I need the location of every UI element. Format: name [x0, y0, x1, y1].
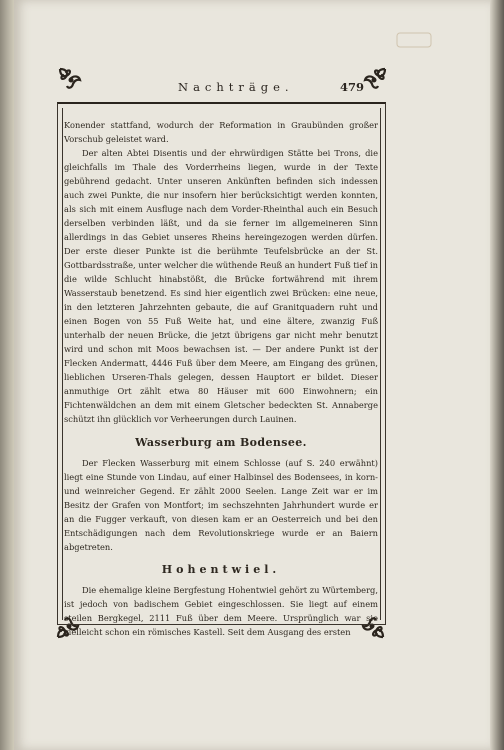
paragraph: Die ehemalige kleine Bergfestung Hohentwiel gehört zu Würtemberg, ist jedoch von badischem Gebiet eingeschlossen. Sie liegt auf einem steilen Bergkegel, 2111 Fuß über dem Meere. Ursprünglich war sie vielleicht schon ein römisches Kastell. Seit dem Ausgang des ersten: [64, 585, 378, 637]
paragraph: Der alten Abtei Disentis und der ehrwürdigen Stätte bei Trons, die gleichfalls im Thale des Vorderrheins liegen, wurde in der Texte gebührend gedacht. Unter unseren Ankünften befinden sich indessen auch zwei Punkte, die nur insofern hier berücksichtigt werden konnten, als sich mit einem Ausfluge nach dem Vorder-Rheinthal auch ein Besuch derselben verbinden läßt, und da sie ferner im allgemeineren Sinn allerdings in das Gebiet unseres Rheins hereingezogen werden dürfen. Der erste dieser Punkte ist die berühmte Teufelsbrücke an der St. Gottbardsstraße, unter welcher die wüthende Reuß an hundert Fuß tief in die wilde Schlucht hinabstößt, die Brücke fortwährend mit ihrem Wasserstaub benetzend. Es sind hier eigentlich zwei Brücken: eine neue, in den letzteren Jahrzehnten gebaute, die auf Granitquadern ruht und einen Bogen von 55 Fuß Weite hat, und eine ältere, zwanzig Fuß unterhalb der neuen Brücke, die jetzt übrigens gar nicht mehr benutzt wird und schon mit Moos bewachsen ist. — Der andere Punkt ist der Flecken Andermatt, 4446 Fuß über dem Meere, am Eingang des grünen, lieblichen Urseren-Thals gelegen, dessen Hauptort er bildet. Dieser anmuthige Ort zählt etwa 80 Häuser mit 600 Einwohnern; ein Fichtenwäldchen an dem mit einem Gletscher bedeckten St. Annaberge schützt ihn glücklich vor Verheerungen durch Lauinen.: [64, 148, 378, 424]
body-text: [64, 118, 378, 639]
library-stamp-icon: [395, 30, 435, 50]
section-heading: Wasserburg am Bodensee.: [135, 436, 307, 449]
running-head: [60, 80, 390, 100]
book-binding: [0, 0, 14, 750]
page-edge: [490, 0, 504, 750]
frame-inner-rule-left: [62, 108, 63, 620]
running-head-title: Nachträge.: [178, 80, 294, 94]
frame-inner-rule-right: [380, 108, 381, 620]
page-number: 479: [340, 80, 365, 94]
paragraph: Der Flecken Wasserburg mit einem Schlosse (auf S. 240 erwähnt) liegt eine Stunde von Lindau, auf einer Halbinsel des Bodensees, in korn- und weinreicher Gegend. Er zählt 2000 Seelen. Lange Zeit war er im Besitz der Grafen von Montfort; im sechszehnten Jahrhundert wurde er an die Fugger verkauft, von diesen kam er an Oesterreich und bei den Entschädigungen nach dem Revolutionskriege wurde er an Baiern abgetreten.: [64, 458, 378, 552]
section-heading: Hohentwiel.: [161, 563, 281, 576]
paragraph: Konender stattfand, wodurch der Reformation in Graubünden großer Vorschub geleistet ward.: [64, 120, 378, 144]
